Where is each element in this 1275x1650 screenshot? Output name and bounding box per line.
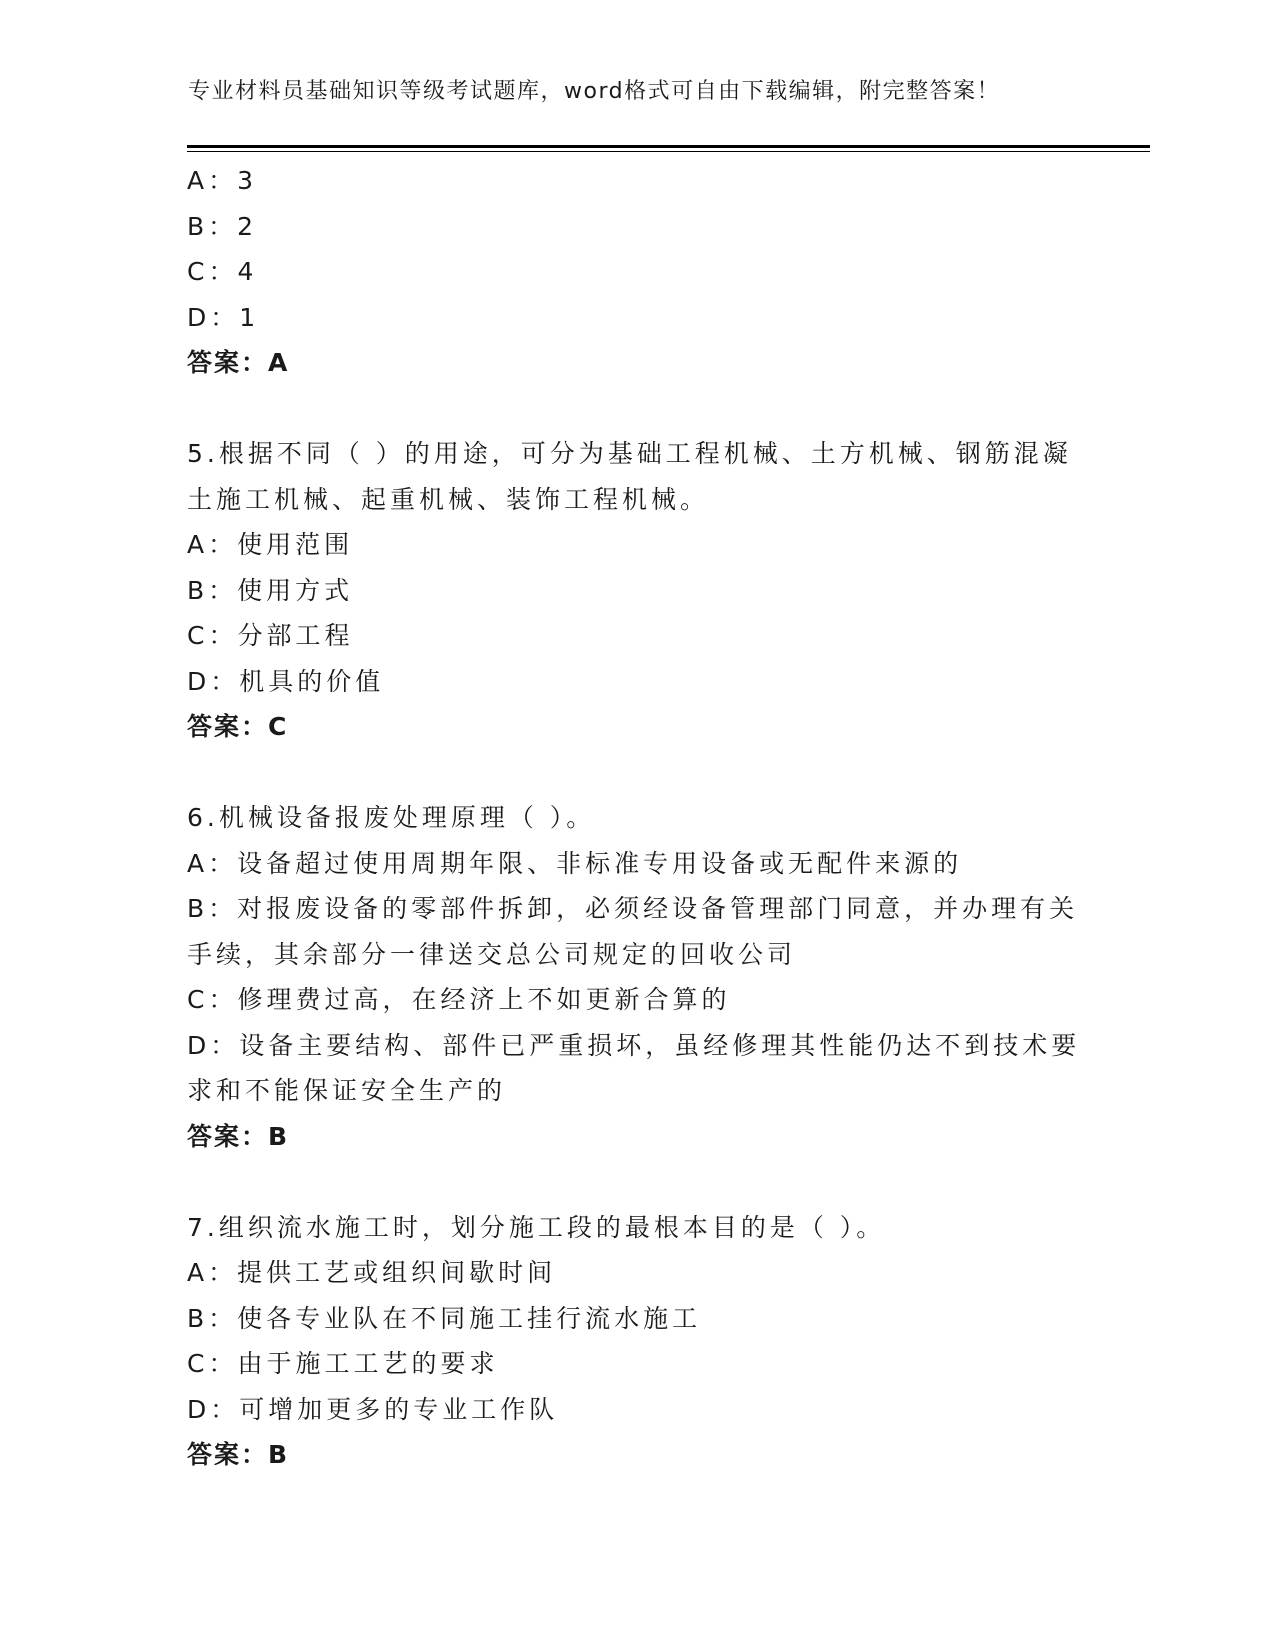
q7-answer: 答案：B bbox=[187, 1440, 290, 1469]
q6-option-d-line2: 求和不能保证安全生产的 bbox=[187, 1076, 507, 1105]
q6-option-a: A：设备超过使用周期年限、非标准专用设备或无配件来源的 bbox=[187, 848, 963, 878]
q6-option-b-line2: 手续，其余部分一律送交总公司规定的回收公司 bbox=[187, 939, 797, 969]
q7-option-c: C：由于施工工艺的要求 bbox=[187, 1349, 499, 1378]
q6-answer: 答案：B bbox=[187, 1121, 290, 1151]
q4-option-b: B：2 bbox=[187, 211, 258, 241]
q5-option-a: A：使用范围 bbox=[187, 530, 354, 559]
q7-option-a: A：提供工艺或组织间歇时间 bbox=[187, 1258, 557, 1287]
q5-stem-line1: 5.根据不同（ ）的用途，可分为基础工程机械、土方机械、钢筋混凝 bbox=[187, 439, 1072, 468]
header-rule-thin bbox=[187, 151, 1150, 152]
q6-option-c: C：修理费过高，在经济上不如更新合算的 bbox=[187, 985, 731, 1014]
q5-answer: 答案：C bbox=[187, 712, 289, 741]
page-header: 专业材料员基础知识等级考试题库，word格式可自由下载编辑，附完整答案！ bbox=[188, 79, 1001, 104]
spacer bbox=[187, 750, 1087, 796]
q5-option-c: C：分部工程 bbox=[187, 621, 354, 650]
spacer bbox=[187, 1159, 1087, 1205]
header-rule-thick bbox=[187, 145, 1150, 148]
q4-option-d: D：1 bbox=[187, 302, 260, 332]
q5-option-d: D：机具的价值 bbox=[187, 666, 385, 696]
q4-answer: 答案：A bbox=[187, 348, 290, 377]
q6-option-d-line1: D：设备主要结构、部件已严重损坏，虽经修理其性能仍达不到技术要 bbox=[187, 1030, 1081, 1060]
spacer bbox=[187, 386, 1087, 432]
q4-option-c: C：4 bbox=[187, 257, 258, 286]
q4-option-a: A：3 bbox=[187, 166, 258, 195]
q7-option-b: B：使各专业队在不同施工挂行流水施工 bbox=[187, 1303, 702, 1333]
q7-stem: 7.组织流水施工时，划分施工段的最根本目的是（ ）。 bbox=[187, 1212, 886, 1242]
q6-option-b-line1: B：对报废设备的零部件拆卸，必须经设备管理部门同意，并办理有关 bbox=[187, 894, 1079, 923]
q6-stem: 6.机械设备报废处理原理（ ）。 bbox=[187, 803, 596, 832]
q5-option-b: B：使用方式 bbox=[187, 575, 354, 605]
question-content bbox=[187, 158, 1087, 1478]
q5-stem-line2: 土施工机械、起重机械、装饰工程机械。 bbox=[187, 484, 710, 514]
q7-option-d: D：可增加更多的专业工作队 bbox=[187, 1394, 559, 1424]
